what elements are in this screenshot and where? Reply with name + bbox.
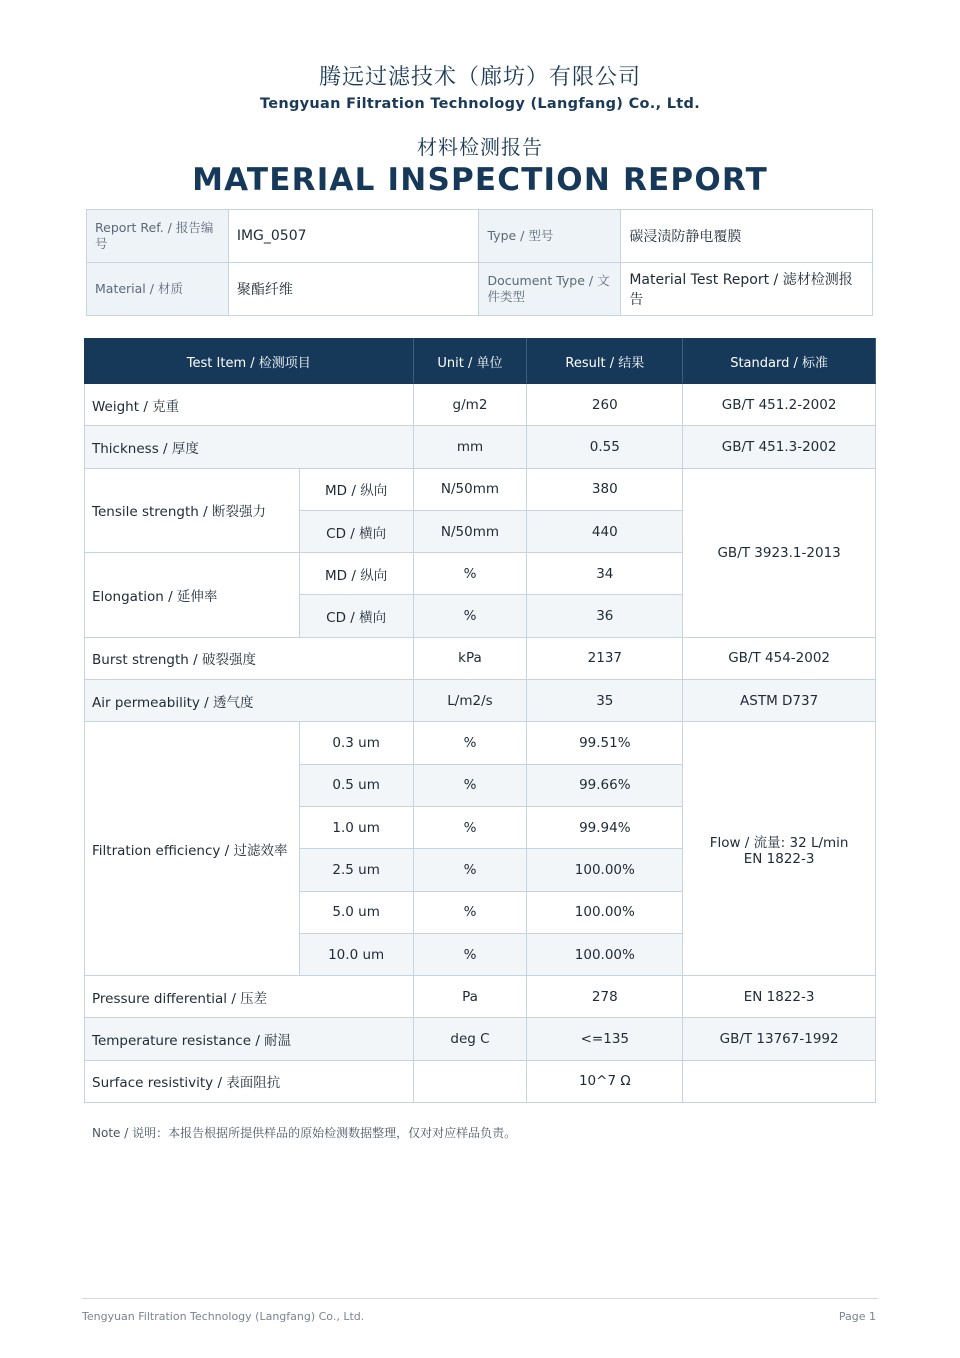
test-item: Burst strength / 破裂强度 — [85, 637, 414, 679]
report-header — [0, 62, 960, 198]
particle-size-cell: 2.5 um — [299, 849, 413, 891]
test-item: Elongation / 延伸率 — [85, 553, 300, 638]
test-item: Pressure differential / 压差 — [85, 976, 414, 1018]
results-header-row — [85, 339, 876, 384]
report-title-en: MATERIAL INSPECTION REPORT — [192, 162, 768, 198]
unit-cell: % — [413, 595, 527, 637]
company-name-cn: 腾远过滤技术（廊坊）有限公司 — [318, 65, 641, 90]
company-name-en: Tengyuan Filtration Technology (Langfang) Co., Ltd. — [259, 96, 701, 112]
particle-size-cell: 0.3 um — [299, 722, 413, 764]
standard-cell — [683, 1060, 876, 1102]
standard-cell: EN 1822-3 — [683, 976, 876, 1018]
result-cell: 99.94% — [527, 806, 683, 848]
standard-cell: GB/T 3923.1-2013 — [683, 468, 876, 637]
result-cell: 260 — [527, 384, 683, 426]
report-ref-label: Report Ref. / 报告编号 — [87, 210, 229, 263]
unit-cell — [413, 1060, 527, 1102]
report-meta-table — [86, 209, 873, 316]
standard-cell: GB/T 451.3-2002 — [683, 426, 876, 468]
table-row — [85, 637, 876, 679]
particle-size-cell: 1.0 um — [299, 806, 413, 848]
page-number: Page 1 — [838, 1310, 876, 1323]
type-label: Type / 型号 — [479, 210, 621, 263]
table-row — [85, 384, 876, 426]
table-row — [85, 426, 876, 468]
sub-item-cell: MD / 纵向 — [299, 553, 413, 595]
result-cell: 34 — [527, 553, 683, 595]
unit-cell: mm — [413, 426, 527, 468]
report-title-cn: 材料检测报告 — [417, 135, 543, 159]
result-cell: 100.00% — [527, 849, 683, 891]
material-value: 聚酯纤维 — [228, 263, 479, 316]
footer-divider — [82, 1298, 878, 1299]
table-row — [85, 1060, 876, 1102]
unit-cell: % — [413, 891, 527, 933]
table-row — [85, 680, 876, 722]
table-row — [85, 976, 876, 1018]
result-cell: 100.00% — [527, 933, 683, 975]
results-table — [84, 338, 876, 1103]
particle-size-cell: 5.0 um — [299, 891, 413, 933]
unit-cell: L/m2/s — [413, 680, 527, 722]
result-cell: <=135 — [527, 1018, 683, 1060]
report-note: Note / 说明：本报告根据所提供样品的原始检测数据整理，仅对对应样品负责。 — [92, 1126, 517, 1140]
unit-cell: % — [413, 553, 527, 595]
result-cell: 278 — [527, 976, 683, 1018]
result-cell: 36 — [527, 595, 683, 637]
standard-cell: GB/T 451.2-2002 — [683, 384, 876, 426]
material-label: Material / 材质 — [87, 263, 229, 316]
unit-cell: deg C — [413, 1018, 527, 1060]
unit-cell: % — [413, 849, 527, 891]
result-cell: 99.51% — [527, 722, 683, 764]
footer-company: Tengyuan Filtration Technology (Langfang) Co., Ltd. — [82, 1310, 365, 1323]
test-item: Weight / 克重 — [85, 384, 414, 426]
meta-row — [87, 263, 873, 316]
table-row — [85, 468, 876, 510]
standard-cell: GB/T 13767-1992 — [683, 1018, 876, 1060]
unit-cell: % — [413, 722, 527, 764]
test-item: Tensile strength / 断裂强力 — [85, 468, 300, 553]
result-cell: 0.55 — [527, 426, 683, 468]
result-cell: 380 — [527, 468, 683, 510]
standard-line: EN 1822-3 — [743, 850, 815, 867]
unit-cell: g/m2 — [413, 384, 527, 426]
result-cell: 35 — [527, 680, 683, 722]
result-cell: 2137 — [527, 637, 683, 679]
standard-cell: GB/T 454-2002 — [683, 637, 876, 679]
test-item: Filtration efficiency / 过滤效率 — [85, 722, 300, 976]
particle-size-cell: 10.0 um — [299, 933, 413, 975]
document-type-value: Material Test Report / 滤材检测报告 — [621, 263, 873, 316]
table-row — [85, 1018, 876, 1060]
sub-item-cell: CD / 横向 — [299, 510, 413, 552]
result-cell: 99.66% — [527, 764, 683, 806]
particle-size-cell: 0.5 um — [299, 764, 413, 806]
table-row — [85, 722, 876, 764]
meta-row — [87, 210, 873, 263]
standard-cell — [683, 722, 876, 976]
unit-cell: kPa — [413, 637, 527, 679]
test-item: Air permeability / 透气度 — [85, 680, 414, 722]
header-test-item: Test Item / 检测项目 — [85, 339, 414, 384]
unit-cell: Pa — [413, 976, 527, 1018]
type-value: 碳浸渍防静电覆膜 — [621, 210, 873, 263]
report-ref-value: IMG_0507 — [228, 210, 479, 263]
result-cell: 10^7 Ω — [527, 1060, 683, 1102]
standard-cell: ASTM D737 — [683, 680, 876, 722]
test-item: Surface resistivity / 表面阻抗 — [85, 1060, 414, 1102]
sub-item-cell: CD / 横向 — [299, 595, 413, 637]
unit-cell: % — [413, 764, 527, 806]
test-item: Temperature resistance / 耐温 — [85, 1018, 414, 1060]
result-cell: 100.00% — [527, 891, 683, 933]
unit-cell: N/50mm — [413, 510, 527, 552]
unit-cell: % — [413, 933, 527, 975]
standard-flow-line: Flow / 流量: 32 L/min — [709, 834, 849, 851]
unit-cell: N/50mm — [413, 468, 527, 510]
test-item: Thickness / 厚度 — [85, 426, 414, 468]
header-standard: Standard / 标准 — [683, 339, 876, 384]
unit-cell: % — [413, 806, 527, 848]
document-type-label: Document Type / 文件类型 — [479, 263, 621, 316]
header-unit: Unit / 单位 — [413, 339, 527, 384]
sub-item-cell: MD / 纵向 — [299, 468, 413, 510]
result-cell: 440 — [527, 510, 683, 552]
header-result: Result / 结果 — [527, 339, 683, 384]
